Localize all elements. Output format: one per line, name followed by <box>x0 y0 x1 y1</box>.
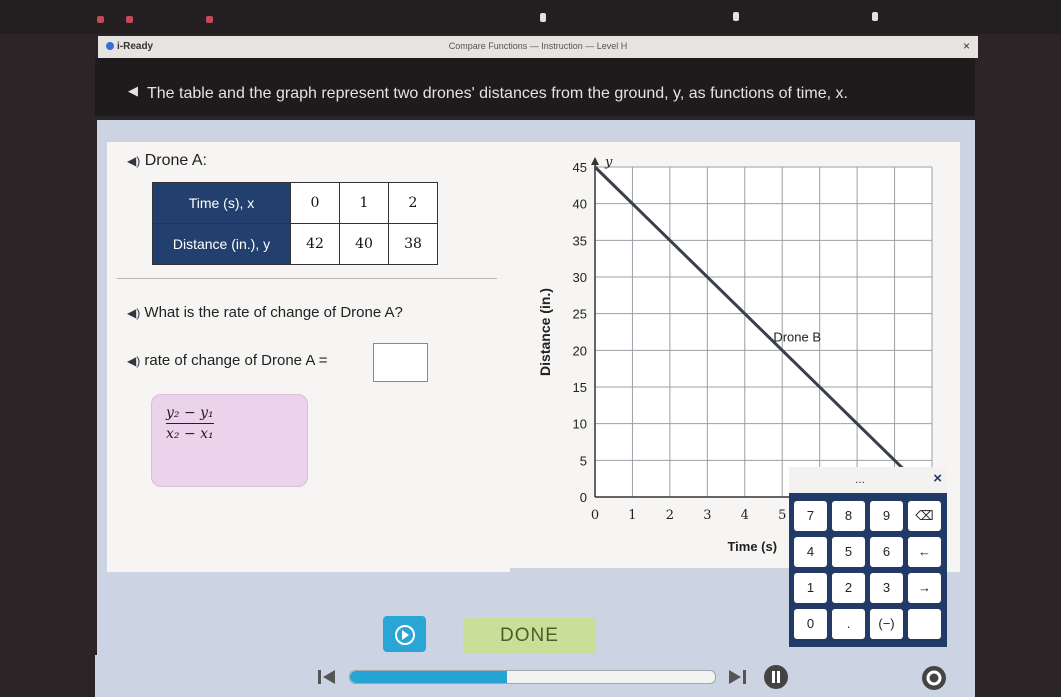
play-icon <box>395 625 415 645</box>
y-tick-label: 10 <box>572 416 587 432</box>
distance-cell: 42 <box>291 224 340 265</box>
tool-icon <box>733 12 739 21</box>
x-tick-label: 4 <box>740 508 749 523</box>
key-7[interactable]: 7 <box>794 501 827 531</box>
decimal-key[interactable]: . <box>832 609 865 639</box>
settings-gear-icon[interactable] <box>921 665 947 691</box>
tool-icon <box>540 13 546 22</box>
speaker-icon[interactable]: ◀) <box>127 354 141 368</box>
y-tick-label: 20 <box>572 343 587 359</box>
pause-icon[interactable] <box>763 664 789 690</box>
key-1[interactable]: 1 <box>794 573 827 603</box>
negative-key[interactable]: (−) <box>870 609 903 639</box>
x-tick-label: 5 <box>778 508 787 523</box>
slope-formula-hint <box>151 394 308 487</box>
answer-input[interactable] <box>373 343 428 382</box>
cursor-right-key[interactable]: → <box>908 573 941 603</box>
instruction-text: The table and the graph represent two drones' distances from the ground, y, as functions of time, x. <box>147 85 848 102</box>
tab-indicator-icon <box>206 16 213 23</box>
tab-indicator-icon <box>97 16 104 23</box>
x-tick-label: 1 <box>628 508 637 523</box>
time-cell: 1 <box>340 183 389 224</box>
y-axis-arrow <box>591 157 599 165</box>
done-button[interactable]: DONE <box>463 618 596 654</box>
x-tick-label: 3 <box>703 508 712 523</box>
drone-a-table <box>152 182 438 265</box>
replay-button[interactable] <box>383 616 426 652</box>
key-8[interactable]: 8 <box>832 501 865 531</box>
key-6[interactable]: 6 <box>870 537 903 567</box>
distance-cell: 40 <box>340 224 389 265</box>
drone-a-label: Drone A: <box>144 152 207 169</box>
y-tick-label: 30 <box>572 270 587 285</box>
fraction-denominator: x₂ − x₁ <box>166 426 214 442</box>
question-prompt <box>127 304 403 321</box>
key-4[interactable]: 4 <box>794 537 827 567</box>
tool-icon <box>872 12 878 21</box>
x-tick-label: 0 <box>590 508 600 523</box>
keypad-header <box>789 467 947 493</box>
y-axis-label: Distance (in.) <box>537 288 553 376</box>
y-tick-label: 5 <box>579 453 587 469</box>
fraction-numerator: y₂ − y₁ <box>166 405 214 421</box>
speaker-icon[interactable]: ◀ <box>128 83 138 98</box>
key-9[interactable]: 9 <box>870 501 903 531</box>
skip-back-icon[interactable] <box>317 669 337 685</box>
y-tick-label: 15 <box>572 380 587 395</box>
speaker-icon[interactable]: ◀) <box>127 154 141 168</box>
slope-fraction <box>166 405 214 442</box>
answer-row <box>127 352 327 369</box>
browser-top-strip <box>0 0 1061 34</box>
key-5[interactable]: 5 <box>832 537 865 567</box>
fraction-bar <box>166 423 214 424</box>
instruction-banner <box>95 58 975 116</box>
key-blank <box>908 609 941 639</box>
key-2[interactable]: 2 <box>832 573 865 603</box>
progress-fill <box>350 671 507 683</box>
key-3[interactable]: 3 <box>870 573 903 603</box>
drone-b-label: Drone B <box>773 329 822 345</box>
table-row <box>153 224 438 265</box>
y-tick-label: 0 <box>579 490 587 505</box>
number-keypad <box>789 467 947 647</box>
drone-a-heading <box>127 152 207 170</box>
y-tick-label: 35 <box>572 233 587 249</box>
close-window-button[interactable]: × <box>962 39 970 53</box>
tab-indicator-icon <box>126 16 133 23</box>
keypad-close-button[interactable]: × <box>933 470 942 487</box>
lesson-title: Compare Functions — Instruction — Level H <box>448 41 628 51</box>
app-name-text: i-Ready <box>117 41 154 52</box>
x-tick-label: 2 <box>665 508 675 523</box>
backspace-key[interactable]: ⌫ <box>908 501 941 531</box>
time-cell: 0 <box>291 183 340 224</box>
key-0[interactable]: 0 <box>794 609 827 639</box>
table-row <box>153 183 438 224</box>
table-header-distance: Distance (in.), y <box>153 224 291 265</box>
y-axis-letter: y <box>605 155 613 170</box>
divider <box>117 278 497 279</box>
distance-cell: 38 <box>389 224 438 265</box>
x-axis-label: Time (s) <box>727 539 778 554</box>
keypad-drag-handle[interactable]: ... <box>855 472 866 486</box>
answer-prompt-text: rate of change of Drone A = <box>144 352 328 369</box>
y-tick-label: 45 <box>572 160 587 175</box>
skip-forward-icon[interactable] <box>727 669 747 685</box>
time-cell: 2 <box>389 183 438 224</box>
window-title-bar <box>98 36 978 58</box>
speaker-icon[interactable]: ◀) <box>127 306 141 320</box>
y-tick-label: 40 <box>572 196 587 212</box>
question-text: What is the rate of change of Drone A? <box>144 304 403 321</box>
progress-bar[interactable] <box>349 670 716 684</box>
table-header-time: Time (s), x <box>153 183 291 224</box>
y-tick-label: 25 <box>572 306 587 322</box>
cursor-left-key[interactable]: ← <box>908 537 941 567</box>
